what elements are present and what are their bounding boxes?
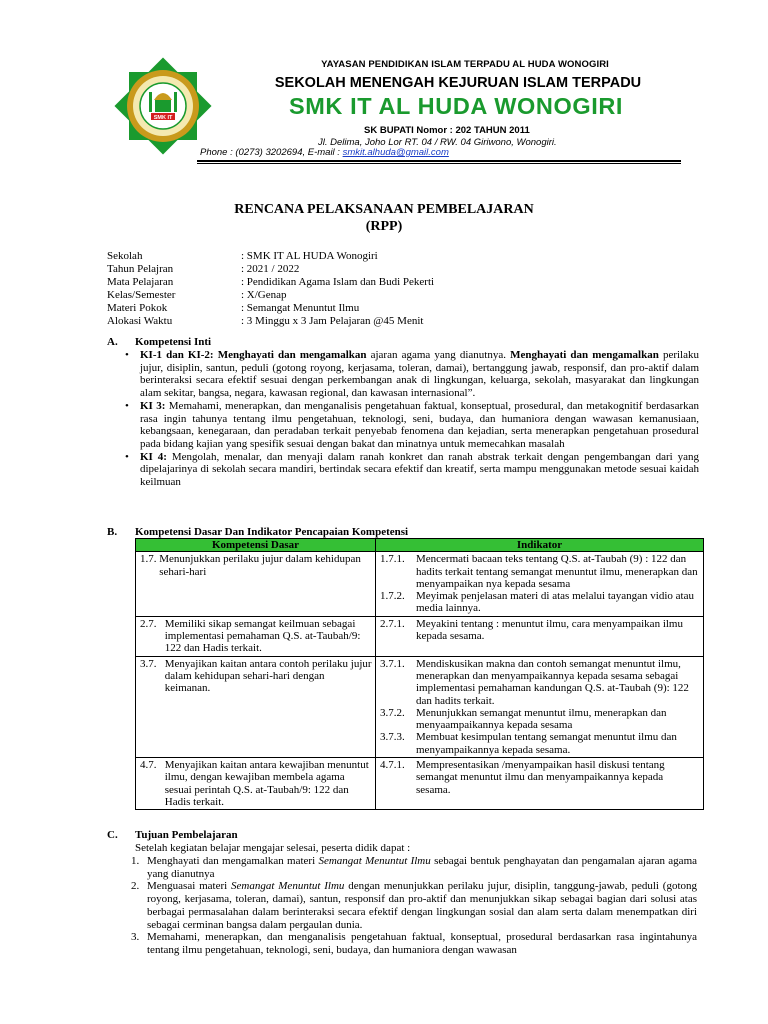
kd-text: Memiliki sikap semangat keilmuan sebagai implementasi pemahaman Q.S. at-Taubah/9: 122 dan Hadis terkait. [164, 617, 361, 655]
goal-number: 3. [131, 931, 140, 944]
indicator-number: 3.7.1. [380, 657, 405, 670]
indicator-item [380, 731, 700, 756]
identity-value: : X/Genap [241, 288, 287, 301]
identity-label: Tahun Pelajran [107, 262, 174, 275]
section-title: Tujuan Pembelajaran [135, 829, 238, 841]
header-divider [197, 160, 681, 162]
ki-emphasis: Menghayati dan mengamalkan [217, 349, 367, 361]
indicator-text: Menunjukkan semangat menuntut ilmu, menerapkan dan menyaampaikannya kepada sesama [416, 706, 667, 732]
indicator-item [380, 590, 700, 615]
indicator-item [380, 707, 700, 732]
indicator-number: 1.7.1. [380, 553, 405, 566]
indicator-cell [376, 656, 704, 757]
school-name: SMK IT AL HUDA WONOGIRI [288, 93, 624, 119]
ki-text: Memahami, menerapkan, dan menganalisis pengetahuan faktual, konseptual, prosedural, dan metakognitif berdasarkan rasa ingin tahunya tentang ilmu pengetahuan, teknologi, seni, budaya, dan humaniora dengan wawasan kemanusiaan, kebangsaan, kenegaraan, dan peradaban terkait penyebab fenomena dan kejadian, serta menerapkan pengetahuan prosedural pada bidang kajian yang spesifik sesuai dengan bakat dan minatnya untuk memecahkan masalah [140, 399, 699, 450]
indicator-text: Mempresentasikan /menyampaikan hasil diskusi tentang semangat menuntut ilmu dan menyampaikannya kepada sesama. [416, 759, 665, 796]
kd-cell [136, 758, 376, 810]
kd-indicator-table [135, 538, 704, 810]
document-title: RENCANA PELAKSANAAN PEMBELAJARAN [234, 202, 534, 217]
section-letter: A. [107, 336, 118, 348]
goal-text: sebagai bentuk penghayatan dan pengamalan ajaran agama yang dianutnya [147, 855, 698, 880]
logo-text: SMK IT [153, 115, 173, 121]
school-contact [200, 147, 600, 158]
sk-decree: SK BUPATI Nomor : 202 TAHUN 2011 [364, 125, 530, 136]
identity-block [107, 250, 707, 327]
ki-item [125, 400, 699, 451]
ki-emphasis: Menghayati dan mengamalkan [510, 349, 659, 361]
identity-value: : 2021 / 2022 [241, 262, 300, 275]
column-header-indikator: Indikator [376, 539, 704, 552]
indicator-item [380, 658, 700, 707]
identity-label: Sekolah [107, 250, 143, 262]
indicator-cell [376, 616, 704, 656]
indicator-text: Mendiskusikan makna dan contoh semangat menuntut ilmu, menerapkan dan menyampaikannya kepada sesama sebagai implementasi pemahaman kandungan Q.S. at-Taubah (9): 122 dan hadits terkait. [416, 657, 689, 707]
kd-item [140, 618, 372, 655]
bullet-icon: • [125, 349, 129, 361]
identity-label: Alokasi Waktu [107, 314, 173, 327]
ki-list [125, 349, 699, 489]
table-row [136, 616, 704, 656]
indicator-cell [376, 758, 704, 810]
kd-item [140, 553, 372, 578]
goal-item [131, 880, 697, 931]
header-divider-thin [197, 163, 681, 164]
ki-text: Mengolah, menalar, dan menyaji dalam ranah konkret dan ranah abstrak terkait dengan pengembangan dari yang dipelajarinya di sekolah secara mandiri, bertindak secara efektif dan kreatif, serta mampu menggunakan metode sesuai kaidah keilmuan [140, 450, 700, 489]
table-row [136, 552, 704, 616]
kd-text: Menyajikan kaitan antara kewajiban menuntut ilmu, dengan kewajiban membela agama sesuai perintah Q.S. at-Taubah/9: 122 dan Hadis terkait. [164, 759, 369, 808]
identity-value: : Pendidikan Agama Islam dan Budi Pekerti [241, 275, 435, 288]
section-letter: B. [107, 526, 118, 538]
identity-label: Kelas/Semester [107, 288, 176, 301]
indicator-item [380, 553, 700, 590]
phone-label: Phone : (0273) 3202694, E-mail : [200, 147, 340, 158]
table-row [136, 758, 704, 810]
indicator-item [380, 618, 700, 643]
goal-text: Menghayati dan mengamalkan materi [147, 855, 319, 867]
goal-list [131, 855, 698, 957]
kd-number: 2.7. [140, 617, 165, 630]
email-link[interactable]: smkit.alhuda@gmail.com [342, 147, 449, 158]
ki-label: KI 3: [140, 399, 166, 412]
identity-value: : 3 Minggu x 3 Jam Pelajaran @45 Menit [241, 314, 424, 327]
indicator-item [380, 759, 700, 796]
kd-cell [136, 552, 376, 616]
indicator-text: Membuat kesimpulan tentang semangat menuntut ilmu dan menyampaikannya kepada sesama. [416, 731, 677, 756]
indicator-number: 4.7.1. [380, 759, 405, 772]
ki-label: KI 4: [140, 450, 167, 463]
section-title: Kompetensi Dasar Dan Indikator Pencapaian Kompetensi [135, 526, 409, 538]
bullet-icon: • [125, 450, 129, 463]
ki-text: ajaran agama yang dianutnya. [366, 349, 511, 361]
indicator-text: Meyakini tentang : menuntut ilmu, cara menyampaikan ilmu kepada sesama. [416, 617, 683, 643]
bullet-icon: • [125, 399, 129, 412]
ki-label: KI-1 dan KI-2: [140, 349, 214, 361]
identity-label: Materi Pokok [107, 301, 168, 314]
kd-text: Menyajikan kaitan antara contoh perilaku jujur dalam kehidupan sehari-hari dengan keimanan. [164, 657, 372, 695]
kd-cell [136, 616, 376, 656]
table-header-row [136, 539, 704, 552]
kd-number: 4.7. [140, 759, 165, 772]
goal-text: dengan menunjukkan perilaku jujur, disiplin, tanggung-jawab, peduli (gotong royong, kerjasama, toleran, damai), santun, responsif dan pro-aktif dan menunjukkan sikap sebagai bagian dari solusi atas berbagai permasalahan dalam berinteraksi secara efektif dengan lingkungan sosial dan alam serta dalam menempatkan diri sebagai cerminan bangsa dalam pergaulan dunia. [147, 880, 697, 931]
identity-row [107, 276, 707, 289]
goal-item [131, 855, 698, 880]
goal-emphasis: Semangat Menuntut Ilmu [318, 855, 431, 867]
goal-number: 1. [131, 855, 140, 867]
kd-item [140, 759, 372, 808]
indicator-cell [376, 552, 704, 616]
indicator-number: 2.7.1. [380, 617, 405, 630]
school-type: SEKOLAH MENENGAH KEJURUAN ISLAM TERPADU [274, 75, 642, 91]
goal-item [131, 931, 697, 956]
foundation-name: YAYASAN PENDIDIKAN ISLAM TERPADU AL HUDA WONOGIRI [321, 59, 609, 70]
column-header-kd: Kompetensi Dasar [136, 539, 376, 552]
school-address: Jl. Delima, Joho Lor RT. 04 / RW. 04 Giriwono, Wonogiri. [318, 137, 557, 148]
indicator-text: Mencermati bacaan teks tentang Q.S. at-Taubah (9) : 122 dan hadits terkait tentang semangat menuntut ilmu, menerapkan dan menyampaikan nya kepada sesama [416, 553, 698, 590]
kd-number: 1.7. [140, 553, 160, 566]
indicator-number: 3.7.2. [380, 706, 405, 719]
school-logo [104, 56, 222, 156]
kd-cell [136, 656, 376, 757]
identity-value: : SMK IT AL HUDA Wonogiri [241, 250, 378, 262]
goals-intro: Setelah kegiatan belajar mengajar selesai, peserta didik dapat : [135, 842, 411, 854]
section-title: Kompetensi Inti [135, 336, 212, 348]
kd-item [140, 658, 372, 695]
identity-label: Mata Pelajaran [107, 275, 174, 288]
ki-text: perilaku jujur, disiplin, santun, peduli (gotong royong, kerjasama, toleran, damai), bertanggung jawab, responsif, dan pro-aktif dalam berinteraksi secara efektif sesuai dengan perkembangan anak di lingkungan, keluarga, sekolah, masyarakat dan lingkungan alam sekitar, bangsa, negara, kawasan regional, dan kawasan internasional”. [140, 349, 699, 400]
goal-text: Memahami, menerapkan, dan menganalisis pengetahuan faktual, konseptual, prosedural berdasarkan rasa ingintahunya tentang ilmu pengetahuan, teknologi, seni, budaya, dan humaniora dengan wawasan [147, 931, 697, 956]
table-row [136, 656, 704, 757]
ki-item [125, 451, 699, 489]
indicator-number: 3.7.3. [380, 731, 405, 744]
identity-row [107, 250, 707, 263]
identity-row [107, 289, 707, 302]
goal-number: 2. [131, 880, 140, 893]
indicator-text: Meyimak penjelasan materi di atas melalui tayangan vidio atau media lainnya. [416, 590, 694, 615]
kd-number: 3.7. [140, 657, 165, 670]
identity-row [107, 315, 707, 328]
indicator-number: 1.7.2. [380, 590, 405, 603]
document-abbr: (RPP) [365, 219, 403, 234]
identity-row [107, 263, 707, 276]
kd-text: Menunjukkan perilaku jujur dalam kehidupan sehari-hari [159, 553, 361, 578]
identity-row [107, 302, 707, 315]
ki-item [125, 349, 699, 400]
identity-value: : Semangat Menuntut Ilmu [241, 301, 360, 314]
section-letter: C. [107, 829, 118, 841]
goal-emphasis: Semangat Menuntut Ilmu [231, 880, 345, 893]
goal-text: Menguasai materi [147, 880, 232, 893]
